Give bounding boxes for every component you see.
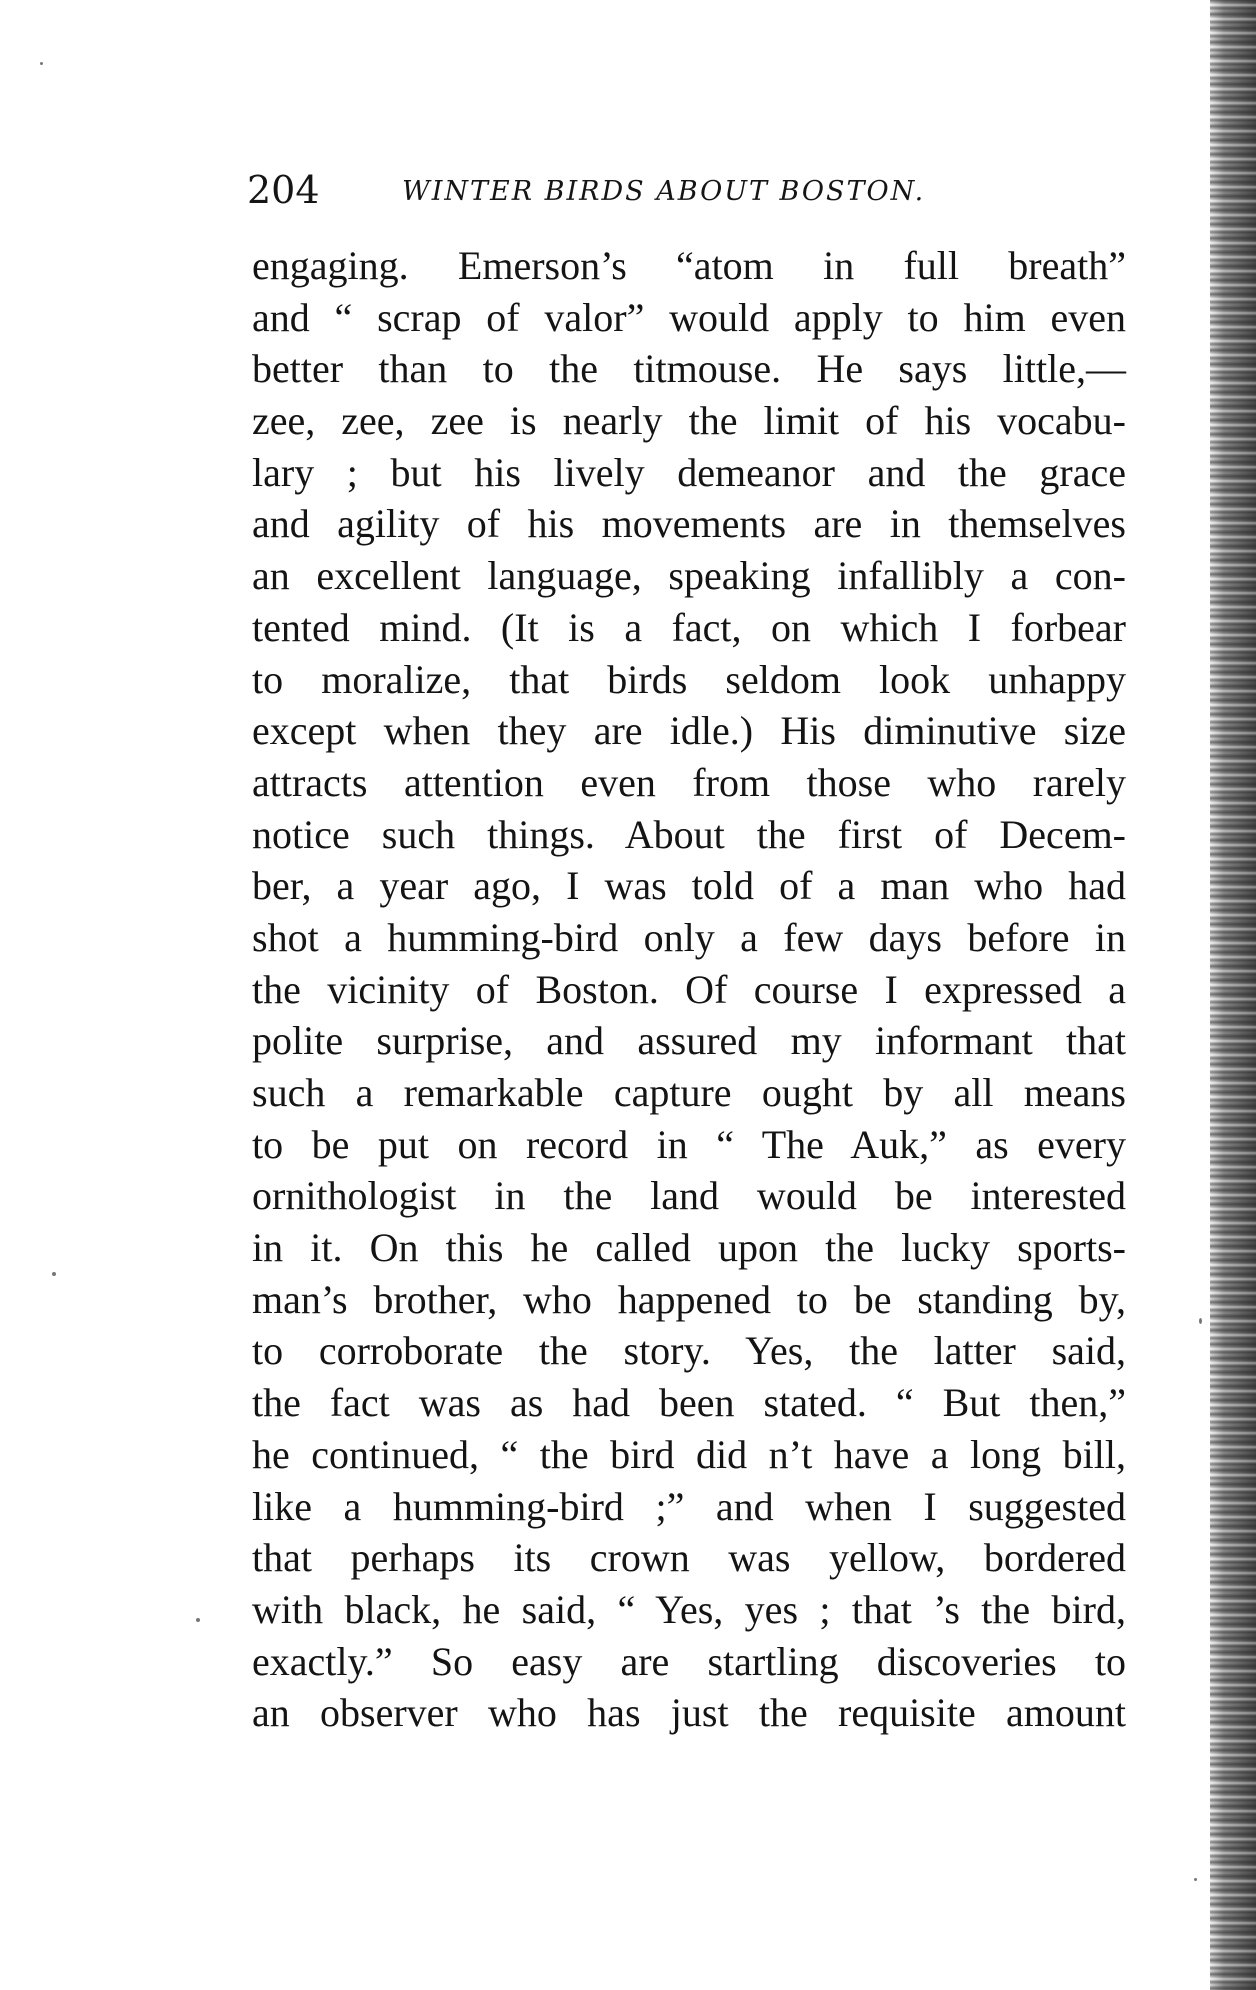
text-line: he continued, “ the bird did n’t have a long bill, <box>252 1431 1126 1477</box>
text-line: such a remarkable capture ought by all means <box>252 1070 1126 1115</box>
text-line: tented mind. (It is a fact, on which I forbear <box>252 604 1126 650</box>
text-line: an observer who has just the requisite amount <box>252 1690 1126 1736</box>
text-line: and “ scrap of valor” would apply to him even <box>252 294 1126 340</box>
paper-speck <box>1199 1318 1202 1324</box>
text-line: to be put on record in “ The Auk,” as every <box>252 1121 1126 1167</box>
text-line: ornithologist in the land would be interested <box>252 1173 1126 1219</box>
text-line: exactly.” So easy are startling discoveries to <box>252 1638 1126 1684</box>
paper-speck <box>1194 1878 1197 1881</box>
text-line: lary ; but his lively demeanor and the grace <box>252 449 1126 495</box>
running-head: WINTER BIRDS ABOUT BOSTON. <box>402 176 926 207</box>
paper-speck <box>40 62 43 65</box>
text-line: in it. On this he called upon the lucky sports- <box>252 1225 1126 1271</box>
text-line: better than to the titmouse. He says little,— <box>252 346 1126 392</box>
text-line: man’s brother, who happened to be standing by, <box>252 1276 1126 1322</box>
text-line: notice such things. About the first of Decem- <box>252 811 1126 857</box>
text-line: except when they are idle.) His diminutive size <box>252 708 1126 754</box>
text-line: with black, he said, “ Yes, yes ; that ’s the bird, <box>252 1586 1126 1632</box>
paper-speck <box>196 1618 200 1622</box>
text-line: to moralize, that birds seldom look unhappy <box>252 656 1126 702</box>
text-line: the fact was as had been stated. “ But then,” <box>252 1380 1126 1426</box>
text-line: an excellent language, speaking infallibly a con- <box>252 553 1126 599</box>
page-binding-edge <box>1210 0 1256 1990</box>
paper-speck <box>52 1272 56 1276</box>
text-line: ber, a year ago, I was told of a man who had <box>252 863 1126 909</box>
text-line: engaging. Emerson’s “atom in full breath” <box>252 243 1126 288</box>
page-header <box>247 164 1127 216</box>
text-line: and agility of his movements are in themselves <box>252 501 1126 547</box>
body-text <box>252 240 1126 1739</box>
text-line: the vicinity of Boston. Of course I expressed a <box>252 966 1126 1012</box>
text-line: that perhaps its crown was yellow, bordered <box>252 1535 1126 1581</box>
text-line: like a humming-bird ;” and when I suggested <box>252 1483 1126 1529</box>
text-line: polite surprise, and assured my informant that <box>252 1018 1126 1064</box>
text-line: attracts attention even from those who rarely <box>252 759 1126 805</box>
text-line: to corroborate the story. Yes, the latter said, <box>252 1328 1126 1374</box>
page-number: 204 <box>247 168 320 212</box>
text-line: zee, zee, zee is nearly the limit of his vocabu- <box>252 398 1126 444</box>
text-line: shot a humming-bird only a few days before in <box>252 914 1126 960</box>
